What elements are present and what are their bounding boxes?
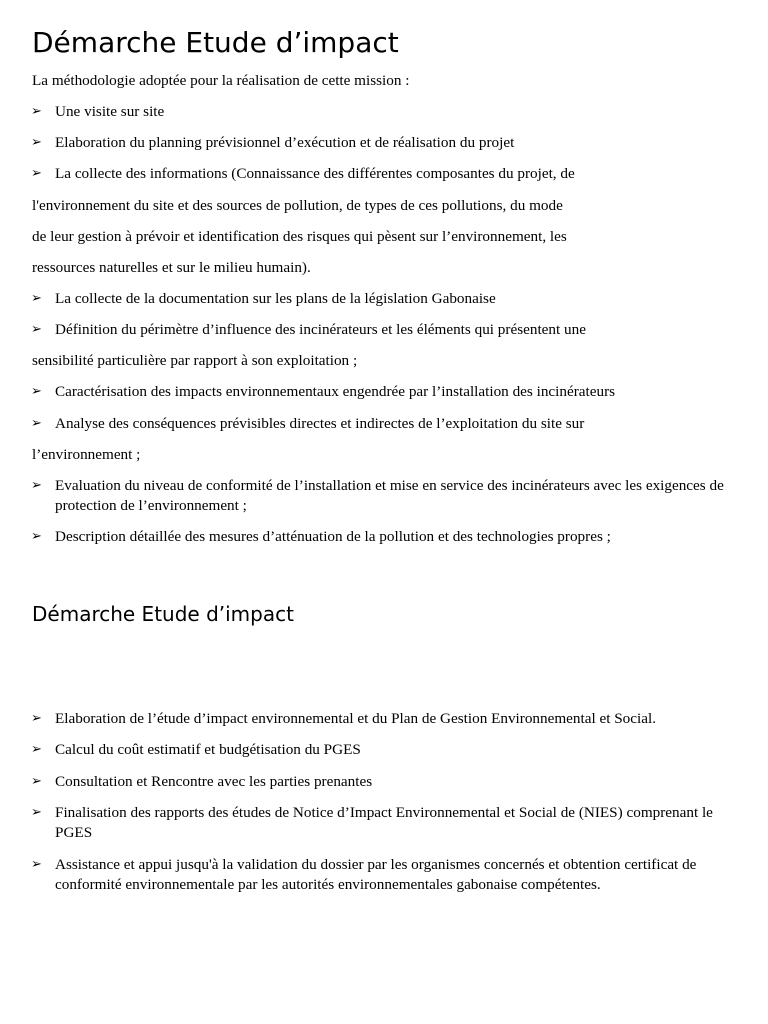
arrowhead-bullet-icon: ➢ (31, 478, 42, 493)
list-item: Elaboration de l’étude d’impact environnemental et du Plan de Gestion Environnemental et Social. (55, 710, 656, 727)
list-item-continuation: ressources naturelles et sur le milieu humain). (32, 259, 311, 276)
arrowhead-bullet-icon: ➢ (31, 742, 42, 757)
list-item: Caractérisation des impacts environnementaux engendrée par l’installation des incinérateurs (55, 383, 616, 400)
list-item: La collecte de la documentation sur les plans de la législation Gabonaise (55, 290, 496, 307)
arrowhead-bullet-icon: ➢ (31, 135, 42, 150)
list-item: La collecte des informations (Connaissance des différentes composantes du projet, de (55, 165, 575, 182)
section-title: Démarche Etude d’impact (32, 26, 399, 59)
list-item-continuation: de leur gestion à prévoir et identification des risques qui pèsent sur l’environnement, les (32, 228, 567, 245)
arrowhead-bullet-icon: ➢ (31, 805, 42, 820)
list-item: Calcul du coût estimatif et budgétisation du PGES (55, 741, 361, 758)
arrowhead-bullet-icon: ➢ (31, 774, 42, 789)
list-item: Elaboration du planning prévisionnel d’exécution et de réalisation du projet (55, 134, 515, 151)
list-item: Définition du périmètre d’influence des incinérateurs et les éléments qui présentent une (55, 321, 586, 338)
arrowhead-bullet-icon: ➢ (31, 384, 42, 399)
list-item: Evaluation du niveau de conformité de l’installation et mise en service des incinérateurs avec les exigences de protection de l’environnement ; (55, 477, 724, 514)
list-item: Finalisation des rapports des études de Notice d’Impact Environnemental et Social de (NIES) comprenant le PGES (55, 804, 713, 841)
arrowhead-bullet-icon: ➢ (31, 322, 42, 337)
list-item-continuation: l’environnement ; (32, 446, 141, 463)
arrowhead-bullet-icon: ➢ (31, 291, 42, 306)
list-item-continuation: l'environnement du site et des sources de pollution, de types de ces pollutions, du mode (32, 197, 563, 214)
list-item: Assistance et appui jusqu'à la validation du dossier par les organismes concernés et obtention certificat de conformité environnementale par les autorités environnementales gabonaise compétentes. (55, 856, 697, 893)
list-item: Consultation et Rencontre avec les parties prenantes (55, 773, 373, 790)
list-item: Une visite sur site (55, 103, 165, 120)
arrowhead-bullet-icon: ➢ (31, 104, 42, 119)
arrowhead-bullet-icon: ➢ (31, 416, 42, 431)
arrowhead-bullet-icon: ➢ (31, 857, 42, 872)
list-item: Analyse des conséquences prévisibles directes et indirectes de l’exploitation du site sur (55, 415, 585, 432)
arrowhead-bullet-icon: ➢ (31, 529, 42, 544)
section-title: Démarche Etude d’impact (32, 602, 294, 626)
list-item: Description détaillée des mesures d’atténuation de la pollution et des technologies propres ; (55, 528, 611, 545)
intro-text: La méthodologie adoptée pour la réalisation de cette mission : (32, 72, 410, 89)
arrowhead-bullet-icon: ➢ (31, 711, 42, 726)
list-item-continuation: sensibilité particulière par rapport à son exploitation ; (32, 352, 358, 369)
arrowhead-bullet-icon: ➢ (31, 166, 42, 181)
